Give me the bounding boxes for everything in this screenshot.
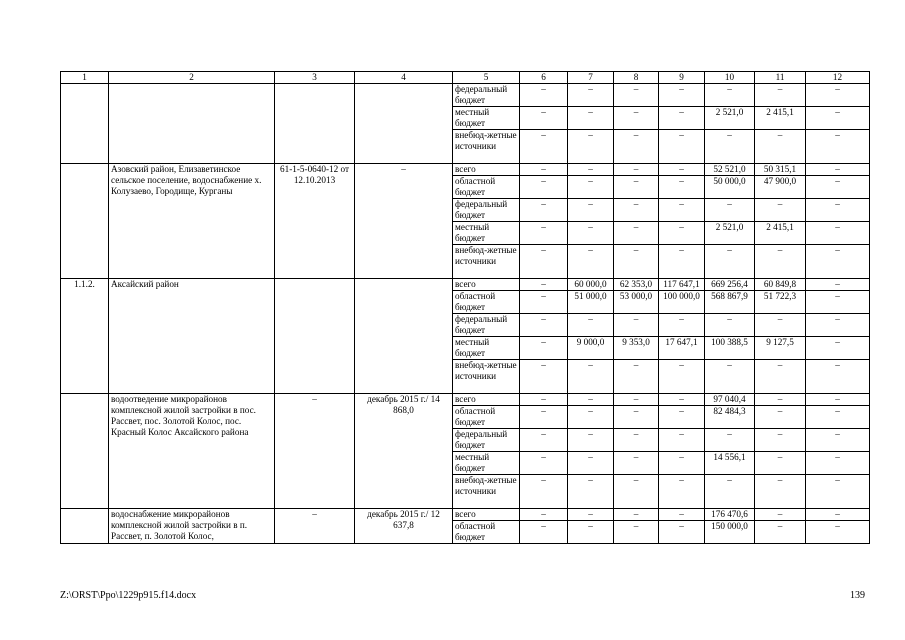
value-cell: – [520, 199, 568, 222]
table-row [61, 394, 870, 406]
value-cell: – [806, 279, 870, 291]
value-cell: – [520, 406, 568, 429]
value-cell: – [806, 394, 870, 406]
funding-source: внебюд-жетные источники [453, 360, 520, 394]
value-cell: – [659, 176, 705, 199]
table-row [61, 84, 870, 107]
value-cell: – [614, 84, 659, 107]
value-cell: – [755, 314, 806, 337]
funding-source: всего [453, 279, 520, 291]
value-cell: – [659, 107, 705, 130]
value-cell: – [755, 84, 806, 107]
value-cell: 9 000,0 [568, 337, 614, 360]
value-cell: – [614, 360, 659, 394]
value-cell: – [614, 452, 659, 475]
value-cell: – [806, 222, 870, 245]
funding-source: федеральный бюджет [453, 199, 520, 222]
value-cell: – [568, 452, 614, 475]
header-cell: 3 [275, 72, 355, 84]
value-cell: – [568, 164, 614, 176]
value-cell: – [806, 452, 870, 475]
value-cell: – [614, 222, 659, 245]
value-cell: – [568, 394, 614, 406]
header-cell: 1 [61, 72, 109, 84]
value-cell: 100 000,0 [659, 291, 705, 314]
item-deadline: – [355, 164, 453, 279]
value-cell: 117 647,1 [659, 279, 705, 291]
value-cell: – [755, 509, 806, 521]
funding-source: федеральный бюджет [453, 429, 520, 452]
funding-source: местный бюджет [453, 452, 520, 475]
value-cell: – [614, 394, 659, 406]
table-row [61, 509, 870, 521]
item-number [61, 164, 109, 279]
value-cell: – [520, 452, 568, 475]
value-cell: – [520, 84, 568, 107]
value-cell: 60 000,0 [568, 279, 614, 291]
value-cell: – [568, 406, 614, 429]
funding-source: местный бюджет [453, 107, 520, 130]
value-cell: – [755, 360, 806, 394]
value-cell: 51 722,3 [755, 291, 806, 314]
value-cell: – [520, 509, 568, 521]
value-cell: – [705, 199, 755, 222]
value-cell: 2 415,1 [755, 107, 806, 130]
value-cell: 9 353,0 [614, 337, 659, 360]
header-cell: 4 [355, 72, 453, 84]
page-number: 139 [850, 590, 865, 601]
value-cell: – [806, 429, 870, 452]
value-cell: – [806, 291, 870, 314]
value-cell: – [755, 475, 806, 509]
value-cell: – [520, 337, 568, 360]
value-cell: – [568, 199, 614, 222]
value-cell: – [614, 176, 659, 199]
value-cell: – [520, 130, 568, 164]
value-cell: – [614, 130, 659, 164]
value-cell: – [659, 222, 705, 245]
item-name: Азовский район, Елизаветинское сельское поселение, водоснабжение х. Колузаево, Городище, Курганы [109, 164, 275, 279]
value-cell: 176 470,6 [705, 509, 755, 521]
item-deadline [355, 84, 453, 164]
value-cell: – [568, 360, 614, 394]
value-cell: – [659, 406, 705, 429]
funding-source: местный бюджет [453, 222, 520, 245]
funding-source: областной бюджет [453, 406, 520, 429]
value-cell: – [755, 406, 806, 429]
value-cell: – [520, 394, 568, 406]
value-cell: – [568, 176, 614, 199]
value-cell: – [568, 314, 614, 337]
header-cell: 10 [705, 72, 755, 84]
funding-source: областной бюджет [453, 521, 520, 544]
funding-source: федеральный бюджет [453, 84, 520, 107]
value-cell: – [520, 360, 568, 394]
header-cell: 7 [568, 72, 614, 84]
value-cell: 2 521,0 [705, 107, 755, 130]
value-cell: – [806, 314, 870, 337]
value-cell: – [755, 452, 806, 475]
value-cell: – [520, 314, 568, 337]
value-cell: 2 521,0 [705, 222, 755, 245]
value-cell: – [568, 107, 614, 130]
value-cell: – [806, 509, 870, 521]
value-cell: – [806, 164, 870, 176]
value-cell: – [659, 245, 705, 279]
value-cell: – [520, 164, 568, 176]
value-cell: – [806, 84, 870, 107]
value-cell: – [520, 429, 568, 452]
value-cell: – [755, 429, 806, 452]
value-cell: – [659, 130, 705, 164]
funding-source: всего [453, 394, 520, 406]
value-cell: – [614, 406, 659, 429]
value-cell: 62 353,0 [614, 279, 659, 291]
value-cell: – [520, 107, 568, 130]
value-cell: – [659, 84, 705, 107]
value-cell: – [520, 176, 568, 199]
item-doc [275, 84, 355, 164]
item-number [61, 509, 109, 544]
header-cell: 5 [453, 72, 520, 84]
table-row [61, 164, 870, 176]
value-cell: – [659, 394, 705, 406]
value-cell: – [705, 245, 755, 279]
value-cell: – [614, 509, 659, 521]
funding-source: местный бюджет [453, 337, 520, 360]
value-cell: – [705, 429, 755, 452]
value-cell: – [568, 509, 614, 521]
value-cell: – [755, 521, 806, 544]
value-cell: – [659, 314, 705, 337]
item-name: Аксайский район [109, 279, 275, 394]
value-cell: – [806, 337, 870, 360]
value-cell: 14 556,1 [705, 452, 755, 475]
value-cell: – [568, 84, 614, 107]
value-cell: – [568, 222, 614, 245]
value-cell: – [705, 84, 755, 107]
item-number [61, 84, 109, 164]
value-cell: 60 849,8 [755, 279, 806, 291]
value-cell: – [520, 521, 568, 544]
item-deadline: декабрь 2015 г./ 12 637,8 [355, 509, 453, 544]
value-cell: – [659, 164, 705, 176]
table-row [61, 279, 870, 291]
value-cell: – [614, 521, 659, 544]
value-cell: – [520, 279, 568, 291]
value-cell: – [705, 475, 755, 509]
value-cell: – [755, 199, 806, 222]
value-cell: – [806, 360, 870, 394]
funding-source: федеральный бюджет [453, 314, 520, 337]
value-cell: – [614, 429, 659, 452]
value-cell: – [614, 314, 659, 337]
funding-source: областной бюджет [453, 176, 520, 199]
value-cell: 150 000,0 [705, 521, 755, 544]
value-cell: – [614, 199, 659, 222]
value-cell: 100 388,5 [705, 337, 755, 360]
funding-source: внебюд-жетные источники [453, 130, 520, 164]
value-cell: – [659, 475, 705, 509]
value-cell: – [659, 429, 705, 452]
funding-source: областной бюджет [453, 291, 520, 314]
value-cell: 9 127,5 [755, 337, 806, 360]
value-cell: – [568, 429, 614, 452]
value-cell: – [806, 176, 870, 199]
header-cell: 6 [520, 72, 568, 84]
value-cell: – [705, 314, 755, 337]
value-cell: – [659, 199, 705, 222]
value-cell: – [755, 394, 806, 406]
value-cell: 2 415,1 [755, 222, 806, 245]
value-cell: – [659, 452, 705, 475]
value-cell: 50 315,1 [755, 164, 806, 176]
value-cell: – [755, 130, 806, 164]
value-cell: – [806, 245, 870, 279]
value-cell: – [520, 291, 568, 314]
value-cell: – [520, 245, 568, 279]
value-cell: – [806, 406, 870, 429]
value-cell: 17 647,1 [659, 337, 705, 360]
value-cell: 82 484,3 [705, 406, 755, 429]
value-cell: – [806, 521, 870, 544]
value-cell: 52 521,0 [705, 164, 755, 176]
item-name [109, 84, 275, 164]
header-cell: 11 [755, 72, 806, 84]
value-cell: – [568, 521, 614, 544]
item-doc [275, 279, 355, 394]
value-cell: – [659, 360, 705, 394]
item-doc: – [275, 394, 355, 509]
item-name: водоотведение микрорайонов комплексной жилой застройки в пос. Рассвет, пос. Золотой Колос, пос. Красный Колос Аксайского района [109, 394, 275, 509]
header-cell: 2 [109, 72, 275, 84]
value-cell: – [659, 521, 705, 544]
item-deadline [355, 279, 453, 394]
value-cell: – [705, 360, 755, 394]
value-cell: – [614, 164, 659, 176]
value-cell: 568 867,9 [705, 291, 755, 314]
funding-source: внебюд-жетные источники [453, 475, 520, 509]
value-cell: – [614, 107, 659, 130]
value-cell: 669 256,4 [705, 279, 755, 291]
header-cell: 12 [806, 72, 870, 84]
value-cell: – [755, 245, 806, 279]
funding-source: внебюд-жетные источники [453, 245, 520, 279]
value-cell: – [520, 222, 568, 245]
value-cell: – [806, 130, 870, 164]
item-number: 1.1.2. [61, 279, 109, 394]
value-cell: – [568, 130, 614, 164]
item-doc: 61-1-5-0640-12 от 12.10.2013 [275, 164, 355, 279]
value-cell: 50 000,0 [705, 176, 755, 199]
value-cell: – [568, 245, 614, 279]
item-doc: – [275, 509, 355, 544]
value-cell: – [520, 475, 568, 509]
value-cell: – [806, 107, 870, 130]
value-cell: – [806, 475, 870, 509]
value-cell: 51 000,0 [568, 291, 614, 314]
item-deadline: декабрь 2015 г./ 14 868,0 [355, 394, 453, 509]
value-cell: 97 040,4 [705, 394, 755, 406]
value-cell: 53 000,0 [614, 291, 659, 314]
header-cell: 9 [659, 72, 705, 84]
value-cell: – [806, 199, 870, 222]
header-cell: 8 [614, 72, 659, 84]
budget-table [60, 71, 870, 544]
value-cell: – [568, 475, 614, 509]
funding-source: всего [453, 164, 520, 176]
funding-source: всего [453, 509, 520, 521]
value-cell: 47 900,0 [755, 176, 806, 199]
item-number [61, 394, 109, 509]
item-name: водоснабжение микрорайонов комплексной жилой застройки в п. Рассвет, п. Золотой Колос, [109, 509, 275, 544]
file-path: Z:\ORST\Ppo\1229p915.f14.docx [60, 590, 197, 601]
value-cell: – [659, 509, 705, 521]
value-cell: – [705, 130, 755, 164]
value-cell: – [614, 245, 659, 279]
header-row [61, 72, 870, 84]
value-cell: – [614, 475, 659, 509]
